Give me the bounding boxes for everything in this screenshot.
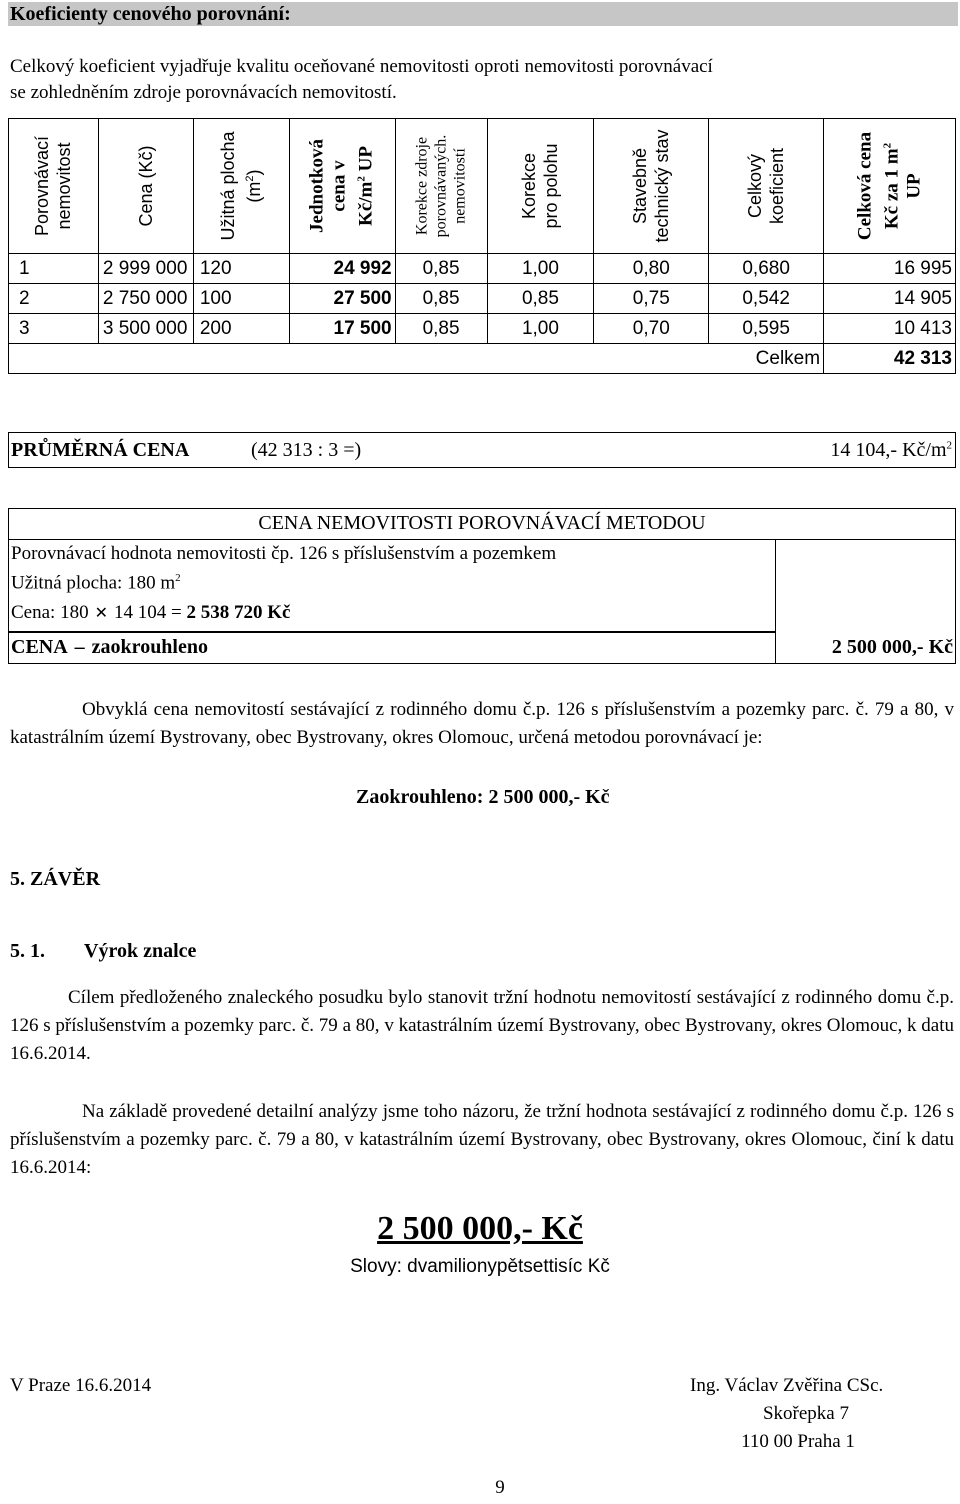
header-location-correction: Korekce pro polohu — [487, 119, 594, 254]
usual-price-rounded: Zaokrouhleno: 2 500 000,- Kč — [356, 786, 610, 808]
intro-line-2: se zohledněním zdroje porovnávacích nemovitostí. — [10, 82, 397, 103]
header-usable-area: Užitná plocha $(m^2)$ — [193, 119, 289, 254]
conclusion-paragraph-2: Na základě provedené detailní analýzy jsme toho názoru, že tržní hodnota sestávající z rodinného domu č.p. 126 s příslušenstvím a pozemky parc. č. 79 a 80, v katastrálním území Bystrovany, obec Bystrovany, okres Olomouc, činí k datu 16.6.2014: — [10, 1101, 955, 1178]
total-label: Celkem — [709, 344, 824, 374]
valuation-line-1: Porovnávací hodnota nemovitosti čp. 126 s příslušenstvím a pozemkem — [11, 543, 557, 564]
header-total-price-per-m2: Celková cena Kč za 1 $m^2$ UP — [824, 119, 956, 254]
conclusion-heading: 5. ZÁVĚR — [10, 868, 101, 890]
intro-line-1: Celkový koeficient vyjadřuje kvalitu oceňované nemovitosti oproti nemovitosti porovnávací — [10, 56, 713, 77]
final-value: 2 500 000,- Kč — [377, 1210, 583, 1247]
subsection-number: 5. 1. — [10, 940, 45, 962]
page-number: 9 — [495, 1477, 505, 1498]
table-total-row — [9, 344, 956, 374]
table-header-row — [9, 119, 956, 254]
header-price: Cena (Kč) — [98, 119, 193, 254]
valuation-title: CENA NEMOVITOSTI POROVNÁVACÍ METODOU — [258, 512, 706, 534]
header-unit-price: Jednotková cena v $Kč/m^2$ UP — [289, 119, 395, 254]
average-label: PRŮMĚRNÁ CENA — [11, 439, 190, 461]
total-value: 42 313 — [824, 344, 956, 374]
average-formula: (42 313 : 3 =) — [251, 439, 362, 461]
table-row: 1 2 999 000 120 24 992 0,85 1,00 0,80 0,680 16 995 — [9, 254, 956, 284]
header-source-correction: Korekce zdroje porovnávaných. nemovitostí — [395, 119, 487, 254]
header-comparison-property: Porovnávací nemovitost — [9, 119, 99, 254]
header-total-coefficient: Celkový koeficient — [709, 119, 824, 254]
usual-price-paragraph: Obvyklá cena nemovitostí sestávající z rodinného domu č.p. 126 s příslušenstvím a pozemky parc. č. 79 a 80, v katastrálním území Bystrovany, obec Bystrovany, okres Olomouc, určená metodou porovnávací je: — [10, 699, 955, 748]
signer-name: Ing. Václav Zvěřina CSc. — [690, 1375, 884, 1396]
section-title: Koeficienty cenového porovnání: — [8, 2, 958, 26]
rounded-price-value: 2 500 000,- Kč — [831, 636, 953, 658]
conclusion-paragraph-1: Cílem předloženého znaleckého posudku bylo stanovit tržní hodnotu nemovitostí sestávající z rodinného domu č.p. 126 s příslušenstvím a pozemky parc. č. 79 a 80, v katastrálním území Bystrovany, obec Bystrovany, okres Olomouc, k datu 16.6.2014. — [10, 987, 955, 1064]
table-row: 3 3 500 000 200 17 500 0,85 1,00 0,70 0,595 10 413 — [9, 314, 956, 344]
average-value: 14 104,- $Kč/m^2$ — [830, 439, 952, 461]
average-price-row — [8, 432, 956, 468]
value-in-words: Slovy: dvamilionypětsettisíc Kč — [350, 1256, 610, 1277]
signer-city: 110 00 Praha 1 — [741, 1431, 855, 1452]
valuation-area: Užitná plocha: 180 $m^2$ — [11, 572, 181, 594]
signer-street: Skořepka 7 — [762, 1403, 849, 1424]
table-row: 2 2 750 000 100 27 500 0,85 0,85 0,75 0,542 14 905 — [9, 284, 956, 314]
header-technical-state: Stavebně technický stav — [594, 119, 709, 254]
place-date: V Praze 16.6.2014 — [10, 1375, 152, 1396]
comparison-table — [8, 118, 956, 374]
valuation-calculation: Cena: 180 ✕ 14 104 = 2 538 720 Kč — [11, 602, 291, 623]
rounded-price-label: CENA – zaokrouhleno — [11, 636, 208, 658]
valuation-box — [8, 508, 956, 664]
subsection-title: Výrok znalce — [84, 940, 197, 962]
